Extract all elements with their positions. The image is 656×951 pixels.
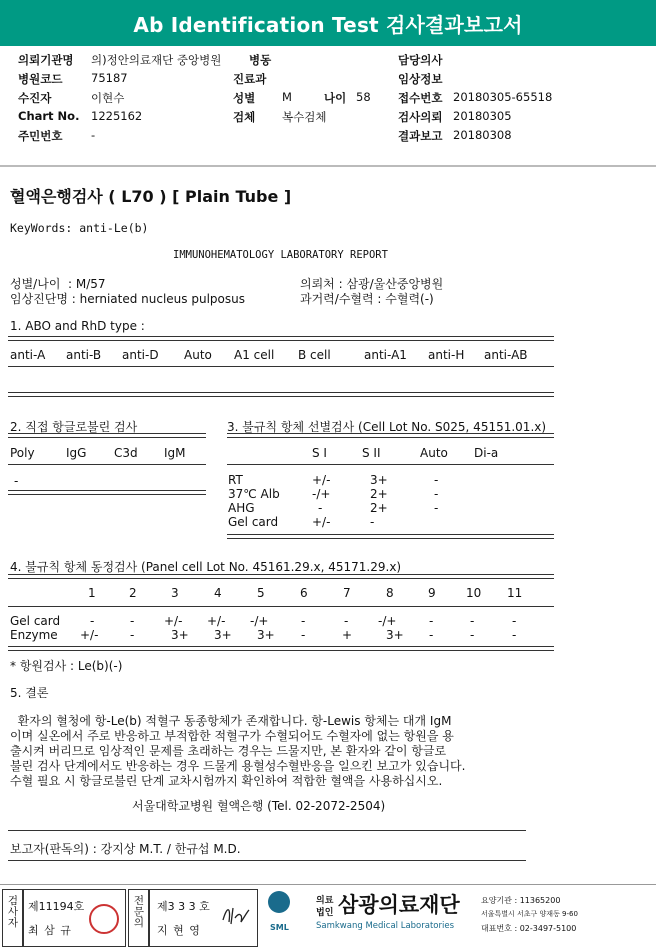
single-rule (8, 366, 554, 367)
panel-cell: - (470, 628, 475, 642)
lab-report (0, 168, 656, 880)
clinical-label: 임상정보 (398, 72, 443, 86)
specialist-box (148, 889, 258, 947)
panel-header-11: 11 (507, 586, 523, 600)
abo-header-anti-h: anti-H (428, 348, 465, 362)
panel-cell: - (470, 614, 475, 628)
ward-label: 병동 (249, 53, 272, 67)
patient-info-section (0, 50, 656, 162)
panel-header-2: 2 (129, 586, 137, 600)
single-rule (8, 860, 526, 861)
institution-label: 의뢰기관명 (18, 53, 74, 67)
inspector-vertical-box (2, 889, 24, 947)
screen-row-label: Gel card (228, 515, 279, 529)
panel-cell: - (301, 628, 306, 642)
double-rule (8, 433, 206, 438)
resident-value: - (91, 128, 96, 142)
sex-age: 성별/나이 : M/57 (10, 277, 106, 291)
conclusion-line: 출시켜 버리므로 임상적인 문제를 초래하는 경우는 드물지만, 본 환자와 같이 항글로 (10, 744, 447, 758)
org-name: 삼광의료재단 (338, 893, 460, 917)
blood-bank: 서울대학교병원 혈액은행 (Tel. 02-2072-2504) (132, 799, 386, 813)
specimen-label: 검체 (233, 110, 256, 124)
org-english: Samkwang Medical Laboratories (316, 921, 455, 931)
conclusion-line: 불린 검사 단계에서도 반응하는 경우 드물게 용혈성수혈반응을 일으킨 보고가 있습니다. (10, 759, 466, 773)
keywords: KeyWords: anti-Le(b) (10, 221, 149, 235)
single-rule (8, 606, 554, 607)
resident-label: 주민번호 (18, 129, 63, 143)
seal-icon (89, 904, 119, 934)
screen-row-label: AHG (228, 501, 255, 515)
report-title: Ab Identification Test 검사결과보고서 (133, 12, 523, 37)
panel-cell: 3+ (171, 628, 189, 642)
specialist-name: 지 현 영 (157, 924, 201, 937)
panel-row-label: Enzyme (10, 628, 58, 642)
panel-cell: +/- (80, 628, 99, 642)
panel-header-1: 1 (88, 586, 96, 600)
panel-row-label: Gel card (10, 614, 61, 628)
panel-cell: - (130, 628, 135, 642)
panel-cell: - (301, 614, 306, 628)
age-value: 58 (356, 90, 371, 104)
panel-header-9: 9 (428, 586, 436, 600)
panel-header-4: 4 (214, 586, 222, 600)
panel-cell: -/+ (378, 614, 397, 628)
single-rule (227, 464, 554, 465)
report-date-label: 결과보고 (398, 129, 443, 143)
sex-label: 성별 (233, 91, 256, 105)
screen-row-sii: 2+ (370, 501, 388, 515)
screen-row-si: - (318, 501, 323, 515)
screen-row-label: 37℃ Alb (228, 487, 280, 501)
abo-header-anti-a1: anti-A1 (364, 348, 407, 362)
conclusion-line: 이며 실온에서 주로 반응하고 부적합한 적혈구가 수혈되어도 수혈자에 없는 항원을 용 (10, 729, 454, 743)
signature-footer (0, 884, 656, 951)
abo-header-anti-ab: anti-AB (484, 348, 528, 362)
dept-label: 진료과 (233, 72, 267, 86)
screen-header-sii: S II (362, 446, 381, 460)
section-2-title: 2. 직접 항글로불린 검사 (10, 420, 138, 434)
screen-header-dia: Di-a (474, 446, 499, 460)
dat-header-c3d: C3d (114, 446, 138, 460)
hospital-code-value: 75187 (91, 71, 128, 85)
care-number: 요양기관 : 11365200 (481, 896, 561, 905)
report-test-title: 혈액은행검사 ( L70 ) [ Plain Tube ] (10, 187, 292, 206)
section-3-title: 3. 불규칙 항체 선별검사 (Cell Lot No. S025, 45151.01.x) (227, 420, 547, 434)
screen-row-si: +/- (312, 515, 331, 529)
abo-header-anti-d: anti-D (122, 348, 159, 362)
age-label: 나이 (324, 91, 347, 105)
screen-header-si: S I (312, 446, 327, 460)
report-date-value: 20180308 (453, 128, 512, 142)
conclusion-line: 환자의 혈청에 항-Le(b) 적혈구 동종항체가 존재합니다. 항-Lewis 항체는 대개 IgM (10, 714, 452, 728)
abo-header-anti-a: anti-A (10, 348, 46, 362)
abo-header-auto: Auto (184, 348, 212, 362)
panel-header-10: 10 (466, 586, 482, 600)
screen-row-label: RT (228, 473, 243, 487)
section-1-title: 1. ABO and RhD type : (10, 319, 145, 333)
panel-cell: + (342, 628, 353, 642)
section-5-title: 5. 결론 (10, 686, 49, 700)
inspector-license: 제11194호 (28, 900, 85, 913)
panel-header-6: 6 (300, 586, 308, 600)
screen-header-auto: Auto (420, 446, 448, 460)
double-rule (8, 574, 554, 579)
inspector-name: 최 삼 규 (28, 924, 72, 937)
panel-cell: 3+ (386, 628, 404, 642)
panel-cell: - (429, 614, 434, 628)
org-prefix: 의료 (316, 896, 334, 906)
sml-logo-text: SML (270, 923, 289, 932)
receipt-label: 접수번호 (398, 91, 443, 105)
panel-cell: - (130, 614, 135, 628)
chart-value: 1225162 (91, 109, 143, 123)
double-rule (227, 433, 554, 438)
abo-header-a1-cell: A1 cell (234, 348, 275, 362)
panel-cell: +/- (207, 614, 226, 628)
dat-header-igg: IgG (66, 446, 87, 460)
screen-row-auto: - (434, 487, 439, 501)
panel-cell: -/+ (250, 614, 269, 628)
sex-value: M (282, 90, 292, 104)
panel-cell: - (429, 628, 434, 642)
screen-row-auto: - (434, 473, 439, 487)
abo-header-b-cell: B cell (298, 348, 331, 362)
attending-label: 담당의사 (398, 53, 443, 67)
specimen-value: 복수검체 (282, 110, 327, 124)
org-prefix: 법인 (316, 908, 334, 918)
patient-value: 이현수 (91, 91, 125, 105)
panel-cell: - (512, 628, 517, 642)
specialist-vertical-box (128, 889, 150, 947)
request-value: 20180305 (453, 109, 512, 123)
request-label: 검사의뢰 (398, 110, 443, 124)
double-rule (227, 534, 554, 539)
screen-row-si: +/- (312, 473, 331, 487)
signature-icon (219, 902, 251, 928)
institution-value: 의)정안의료재단 중앙병원 (91, 53, 222, 67)
inspector-box (22, 889, 126, 947)
report-header (0, 0, 656, 46)
lab-title: IMMUNOHEMATOLOGY LABORATORY REPORT (173, 249, 388, 261)
dat-header-poly: Poly (10, 446, 35, 460)
chart-label: Chart No. (18, 109, 80, 123)
history: 과거력/수혈력 : 수혈력(-) (300, 292, 434, 306)
hospital-code-label: 병원코드 (18, 72, 63, 86)
phone: 대표번호 : 02-3497-5100 (481, 924, 577, 933)
single-rule (8, 464, 206, 465)
conclusion-line: 수혈 필요 시 항글로불린 단계 교차시험까지 확인하여 적합한 혈액을 사용하십시오. (10, 774, 443, 788)
sml-logo-icon (268, 891, 290, 913)
double-rule (8, 392, 554, 397)
antigen-test: * 항원검사 : Le(b)(-) (10, 659, 123, 673)
section-4-title: 4. 불규칙 항체 동정검사 (Panel cell Lot No. 45161.29.x, 45171.29.x) (10, 560, 402, 574)
dat-header-igm: IgM (164, 446, 186, 460)
specialist-license: 제3 3 3 호 (157, 900, 210, 913)
screen-row-sii: 2+ (370, 487, 388, 501)
screen-row-sii: 3+ (370, 473, 388, 487)
panel-cell: 3+ (214, 628, 232, 642)
double-rule (8, 490, 206, 495)
requester: 의뢰처 : 삼광/울산중앙병원 (300, 277, 444, 291)
panel-cell: - (344, 614, 349, 628)
single-rule (8, 830, 526, 831)
screen-row-sii: - (370, 515, 375, 529)
screen-row-si: -/+ (312, 487, 331, 501)
specialist-vertical-label: 전문의 (133, 895, 145, 929)
panel-cell: 3+ (257, 628, 275, 642)
panel-header-3: 3 (171, 586, 179, 600)
panel-cell: +/- (164, 614, 183, 628)
dat-value-poly: - (14, 474, 19, 488)
panel-cell: - (90, 614, 95, 628)
panel-header-5: 5 (257, 586, 265, 600)
inspector-vertical-label: 검사자 (7, 895, 19, 929)
diagnosis: 임상진단명 : herniated nucleus pulposus (10, 292, 245, 306)
patient-label: 수진자 (18, 91, 52, 105)
panel-cell: - (512, 614, 517, 628)
abo-header-anti-b: anti-B (66, 348, 102, 362)
receipt-value: 20180305-65518 (453, 90, 553, 104)
double-rule (8, 646, 554, 651)
panel-header-7: 7 (343, 586, 351, 600)
section-divider (0, 165, 656, 167)
panel-header-8: 8 (386, 586, 394, 600)
address: 서울특별시 서초구 양재동 9-60 (481, 910, 578, 918)
reporter: 보고자(판독의) : 강지상 M.T. / 한규섭 M.D. (10, 842, 241, 856)
double-rule (8, 336, 554, 341)
screen-row-auto: - (434, 501, 439, 515)
